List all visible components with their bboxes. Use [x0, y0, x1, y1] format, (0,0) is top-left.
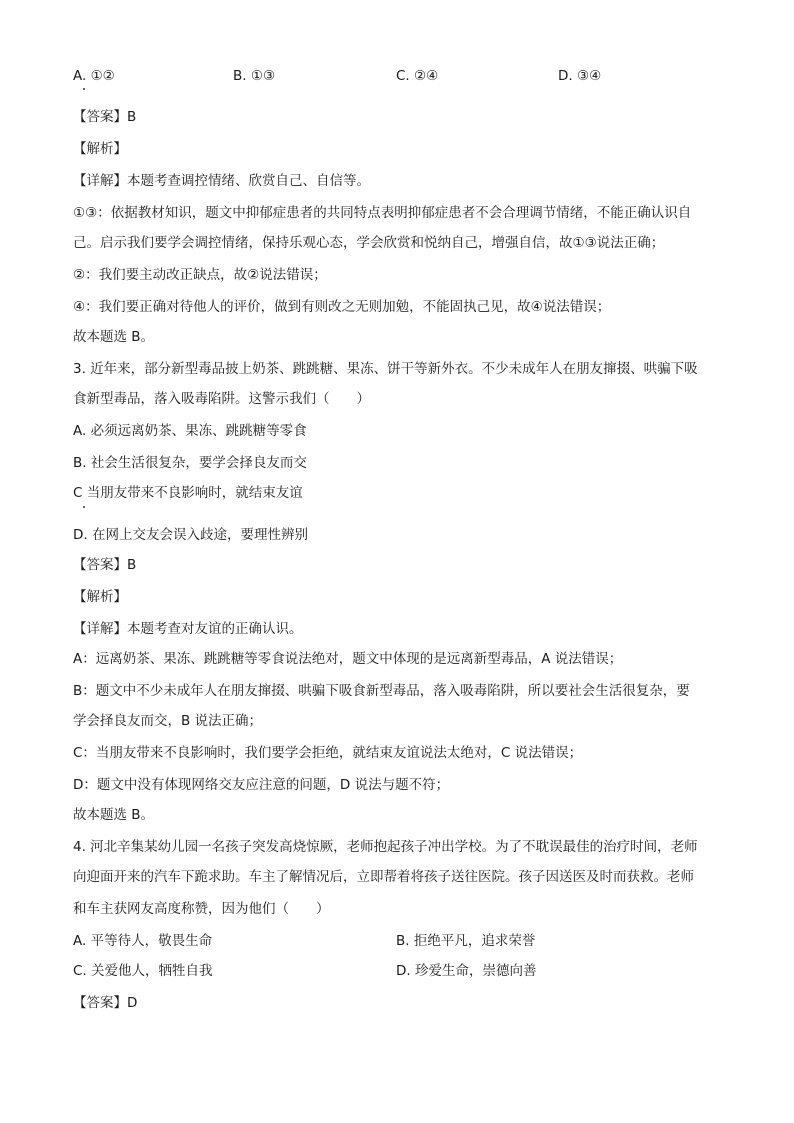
q3-explanation-line: A：远离奶茶、果冻、跳跳糖等零食说法绝对，题文中体现的是远离新型毒品，A 说法错误； — [73, 651, 623, 667]
q3-option-d: D. 在网上交友会误入歧途，要理性辨别 — [73, 527, 308, 543]
q3-explanation-line: D：题文中没有体现网络交友应注意的问题，D 说法与题不符； — [73, 777, 450, 793]
q3-conclusion: 故本题选 B。 — [73, 807, 155, 823]
q4-option-a: A. 平等待人，敬畏生命 — [73, 933, 213, 949]
q4-stem-line: 4. 河北辛集某幼儿园一名孩子突发高烧惊厥，老师抱起孩子冲出学校。为了不耽误最佳的治疗时间，老师 — [73, 839, 698, 855]
stray-dot-mark — [83, 506, 85, 508]
q2-detail: 【详解】本题考查调控情绪、欣赏自己、自信等。 — [73, 173, 370, 189]
q4-option-d: D. 珍爱生命，崇德向善 — [396, 963, 537, 979]
q2-explanation-line: ①③：依据教材知识，题文中抑郁症患者的共同特点表明抑郁症患者不会合理调节情绪，不能正确认识自 — [73, 205, 692, 221]
q2-explanation-line: ②：我们要主动改正缺点，故②说法错误； — [73, 267, 327, 283]
q3-analysis-heading: 【解析】 — [73, 589, 127, 605]
q3-detail: 【详解】本题考查对友谊的正确认识。 — [73, 621, 303, 637]
q2-conclusion: 故本题选 B。 — [73, 329, 155, 345]
q2-explanation-line: ④：我们要正确对待他人的评价，做到有则改之无则加勉，不能固执己见，故④说法错误； — [73, 299, 611, 315]
q2-option-b: B. ①③ — [233, 68, 276, 84]
q4-stem-line: 和车主获网友高度称赞，因为他们（ ） — [73, 901, 330, 917]
q2-option-c: C. ②④ — [396, 68, 439, 84]
q4-option-b: B. 拒绝平凡，追求荣誉 — [396, 933, 536, 949]
q3-answer: 【答案】B — [73, 557, 137, 573]
q3-stem-line: 食新型毒品，落入吸毒陷阱。这警示我们（ ） — [73, 391, 370, 407]
stray-dot-mark — [83, 88, 85, 90]
q3-stem-line: 3. 近年来，部分新型毒品披上奶茶、跳跳糖、果冻、饼干等新外衣。不少未成年人在朋友撺掇、哄骗下吸 — [73, 361, 698, 377]
q2-analysis-heading: 【解析】 — [73, 141, 127, 157]
q3-explanation-line: C：当朋友带来不良影响时，我们要学会拒绝，就结束友谊说法太绝对，C 说法错误； — [73, 745, 583, 761]
q4-stem-line: 向迎面开来的汽车下跪求助。车主了解情况后，立即帮着将孩子送往医院。孩子因送医及时而获救。老师 — [73, 869, 694, 885]
q4-option-c: C. 关爱他人，牺牲自我 — [73, 963, 213, 979]
q4-answer: 【答案】D — [73, 995, 138, 1011]
q2-option-a: A. ①② — [73, 68, 115, 84]
q2-answer: 【答案】B — [73, 109, 137, 125]
q3-explanation-line: B：题文中不少未成年人在朋友撺掇、哄骗下吸食新型毒品，落入吸毒陷阱，所以要社会生活很复杂，要 — [73, 683, 690, 699]
q2-explanation-line: 己。启示我们要学会调控情绪，保持乐观心态，学会欣赏和悦纳自己，增强自信，故①③说法正确； — [73, 235, 665, 251]
q3-option-c: C 当朋友带来不良影响时，就结束友谊 — [73, 485, 303, 501]
q3-option-a: A. 必须远离奶茶、果冻、跳跳糖等零食 — [73, 423, 307, 439]
q3-explanation-line: 学会择良友而交，B 说法正确； — [73, 713, 263, 729]
q3-option-b: B. 社会生活很复杂，要学会择良友而交 — [73, 455, 307, 471]
q2-option-d: D. ③④ — [558, 68, 602, 84]
